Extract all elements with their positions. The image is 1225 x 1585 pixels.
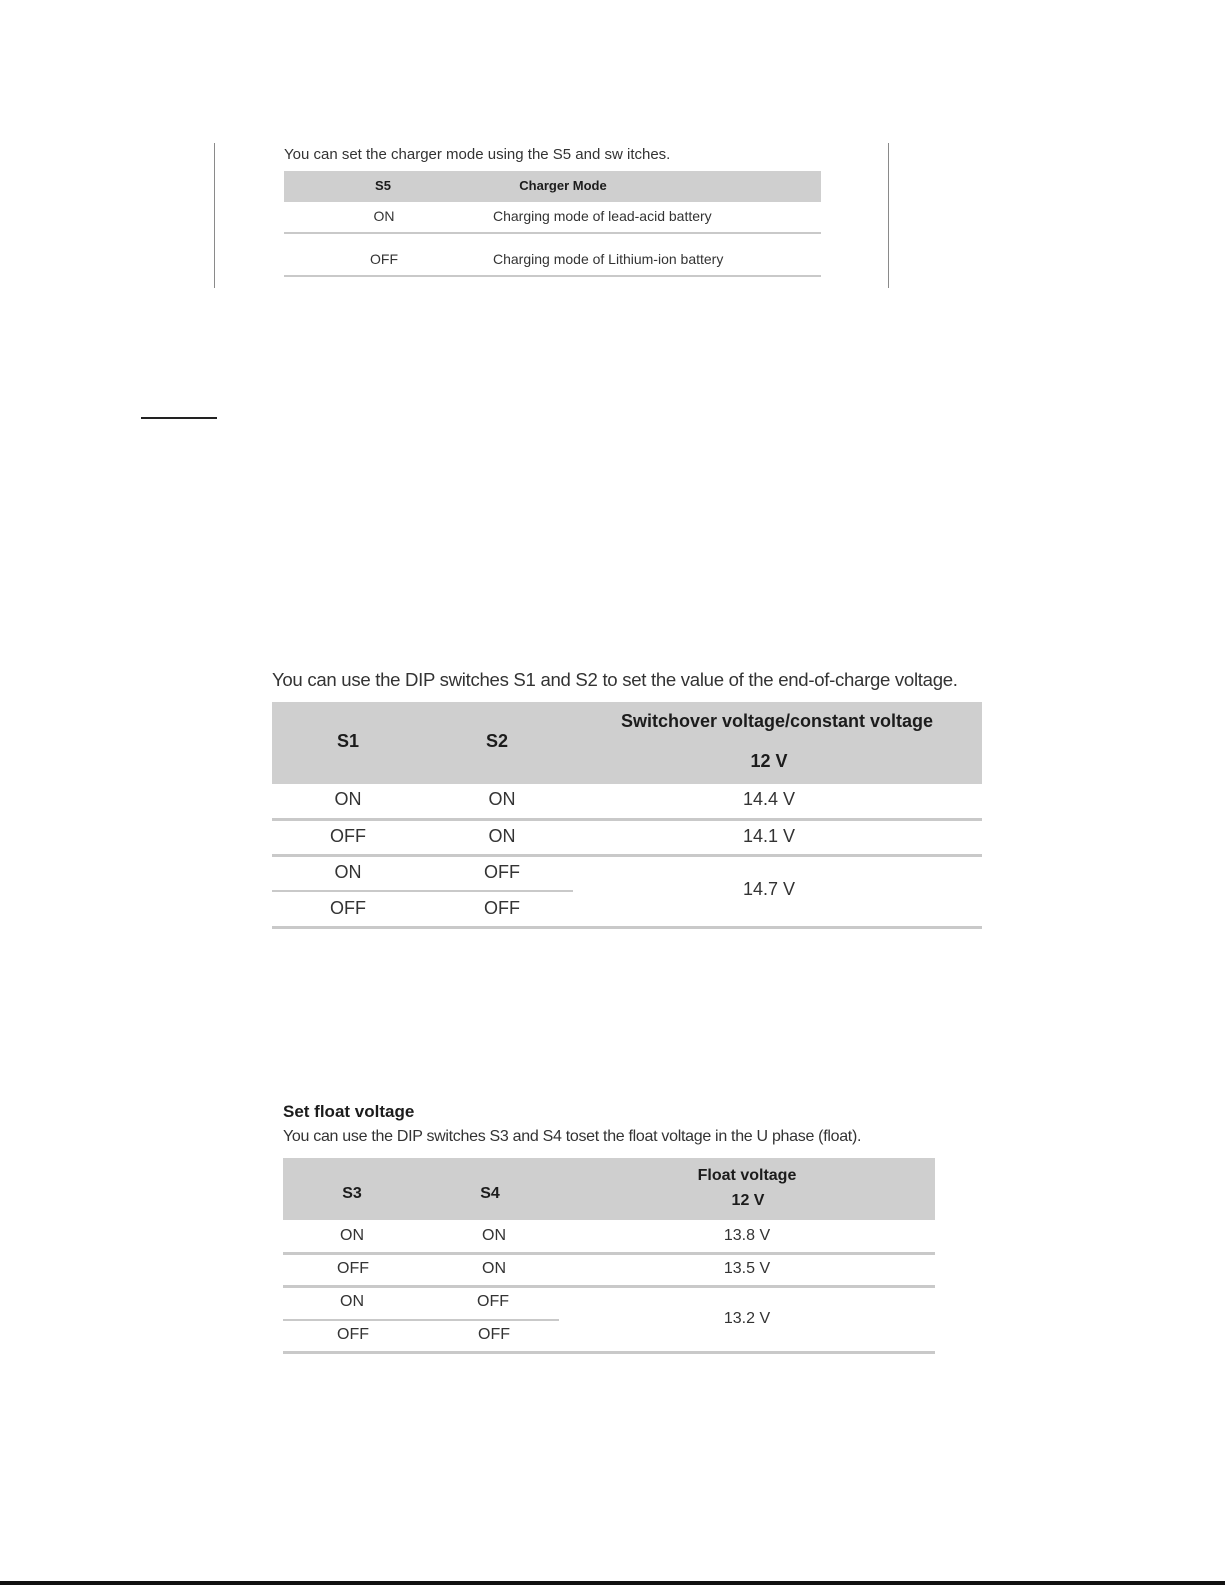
table-cell: 14.1 V	[742, 826, 796, 846]
float-voltage-table-header	[283, 1158, 935, 1220]
left-margin-line	[214, 143, 215, 288]
header-charger-mode: Charger Mode	[519, 178, 607, 193]
table-cell: ON	[334, 862, 362, 882]
row-divider	[283, 1351, 935, 1354]
table-cell: ON	[482, 1260, 506, 1277]
table-cell: ON	[482, 1227, 506, 1244]
table-cell: 14.4 V	[742, 789, 796, 809]
header-s3: S3	[342, 1185, 362, 1202]
table-cell: ON	[373, 208, 395, 224]
table-cell: ON	[488, 789, 516, 809]
table-cell: ON	[340, 1293, 364, 1310]
table-cell: OFF	[484, 898, 520, 918]
table-cell: 13.8 V	[723, 1227, 771, 1244]
row-divider	[284, 275, 821, 277]
header-s1: S1	[336, 731, 360, 751]
table-cell: OFF	[478, 1326, 510, 1343]
float-voltage-intro: You can use the DIP switches S3 and S4 toset the float voltage in the U phase (float).	[283, 1128, 862, 1145]
table-cell: OFF	[370, 251, 398, 267]
table-cell: Charging mode of Lithium-ion battery	[493, 251, 724, 267]
row-divider	[272, 890, 573, 892]
row-divider	[272, 854, 982, 857]
header-s5: S5	[375, 178, 391, 193]
float-voltage-title: Set float voltage	[283, 1102, 415, 1121]
table-cell: OFF	[337, 1260, 369, 1277]
row-divider	[283, 1319, 559, 1321]
header-s4: S4	[480, 1185, 500, 1202]
header-12v: 12 V	[731, 1192, 765, 1209]
header-12v: 12 V	[750, 751, 788, 771]
table-cell: OFF	[337, 1326, 369, 1343]
right-margin-line	[888, 143, 889, 288]
table-cell-merged: 13.2 V	[723, 1310, 771, 1327]
row-divider	[283, 1252, 935, 1255]
charger-mode-intro: You can set the charger mode using the S5 and sw itches.	[284, 146, 671, 163]
table-cell: ON	[334, 789, 362, 809]
table-cell: OFF	[330, 826, 366, 846]
table-cell: OFF	[330, 898, 366, 918]
header-switchover-voltage: Switchover voltage/constant voltage	[620, 711, 934, 731]
row-divider	[272, 926, 982, 929]
table-cell: ON	[340, 1227, 364, 1244]
table-cell: ON	[488, 826, 516, 846]
table-cell-merged: 14.7 V	[742, 879, 796, 899]
end-of-charge-intro: You can use the DIP switches S1 and S2 to set the value of the end-of-charge voltage.	[272, 669, 958, 690]
row-divider	[283, 1285, 935, 1288]
table-cell: OFF	[477, 1293, 509, 1310]
table-cell: 13.5 V	[723, 1260, 771, 1277]
header-float-voltage: Float voltage	[697, 1167, 797, 1184]
decorative-underline	[141, 417, 217, 419]
header-s2: S2	[485, 731, 509, 751]
table-cell: OFF	[484, 862, 520, 882]
table-cell: Charging mode of lead-acid battery	[493, 208, 712, 224]
page-bottom-border	[0, 1581, 1225, 1585]
row-divider	[272, 818, 982, 821]
row-divider	[284, 232, 821, 234]
